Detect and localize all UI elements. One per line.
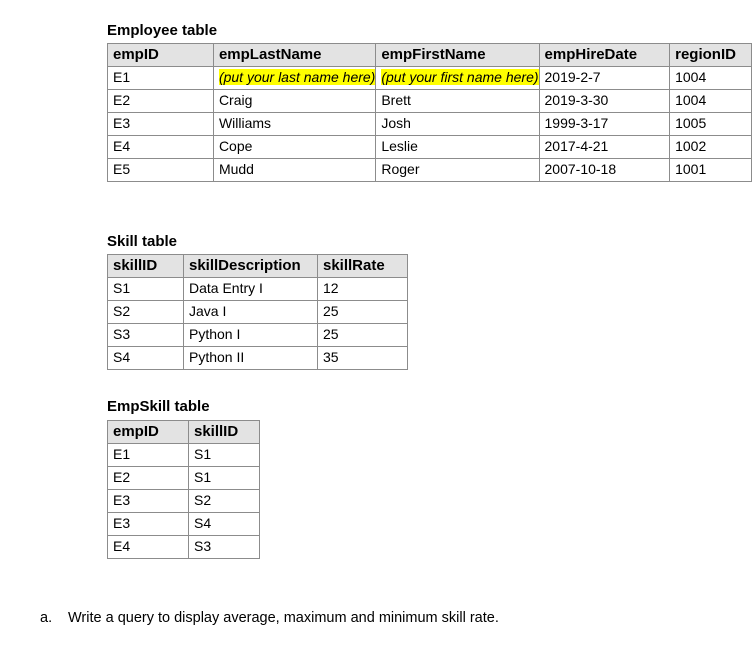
table-cell bbox=[376, 67, 539, 90]
question bbox=[40, 608, 499, 628]
question-label: a. bbox=[40, 610, 53, 626]
table-cell: 2019-3-30 bbox=[539, 90, 670, 113]
table-cell: Leslie bbox=[376, 136, 539, 159]
table-cell: 2007-10-18 bbox=[539, 159, 670, 182]
table-cell: Josh bbox=[376, 113, 539, 136]
table-cell: Craig bbox=[213, 90, 375, 113]
table-cell: E1 bbox=[108, 444, 189, 467]
column-header: skillID bbox=[108, 255, 184, 278]
table-cell: Python I bbox=[184, 324, 318, 347]
table-cell: Williams bbox=[213, 113, 375, 136]
table-cell: 1004 bbox=[670, 67, 752, 90]
empskill-table-title: EmpSkill table bbox=[107, 398, 210, 415]
table-row bbox=[108, 347, 408, 370]
table-cell: 2019-2-7 bbox=[539, 67, 670, 90]
table-cell: 1005 bbox=[670, 113, 752, 136]
employee-table-title: Employee table bbox=[107, 22, 218, 39]
table-cell: 25 bbox=[318, 301, 408, 324]
table-row bbox=[108, 90, 752, 113]
question-text: Write a query to display average, maximum and minimum skill rate. bbox=[68, 610, 499, 626]
table-cell: E1 bbox=[108, 67, 214, 90]
column-header: empFirstName bbox=[376, 44, 539, 67]
table-cell: E4 bbox=[108, 536, 189, 559]
empskill-table bbox=[107, 420, 260, 559]
table-row bbox=[108, 301, 408, 324]
table-row bbox=[108, 67, 752, 90]
table-header-row bbox=[108, 421, 260, 444]
table-cell: E2 bbox=[108, 467, 189, 490]
table-cell: E2 bbox=[108, 90, 214, 113]
table-cell: S3 bbox=[189, 536, 260, 559]
column-header: skillDescription bbox=[184, 255, 318, 278]
employee-table bbox=[107, 43, 752, 182]
table-cell: Data Entry I bbox=[184, 278, 318, 301]
table-row bbox=[108, 467, 260, 490]
table-cell: S1 bbox=[189, 467, 260, 490]
table-cell: 35 bbox=[318, 347, 408, 370]
table-cell: Roger bbox=[376, 159, 539, 182]
table-row bbox=[108, 513, 260, 536]
table-cell: S1 bbox=[189, 444, 260, 467]
column-header: empHireDate bbox=[539, 44, 670, 67]
table-cell: E4 bbox=[108, 136, 214, 159]
table-cell: S4 bbox=[189, 513, 260, 536]
table-cell: S3 bbox=[108, 324, 184, 347]
column-header: empID bbox=[108, 421, 189, 444]
column-header: skillRate bbox=[318, 255, 408, 278]
table-cell: Mudd bbox=[213, 159, 375, 182]
table-row bbox=[108, 444, 260, 467]
column-header: regionID bbox=[670, 44, 752, 67]
table-cell: S1 bbox=[108, 278, 184, 301]
table-row bbox=[108, 278, 408, 301]
table-row bbox=[108, 324, 408, 347]
table-header-row bbox=[108, 44, 752, 67]
table-cell: 25 bbox=[318, 324, 408, 347]
table-cell: Java I bbox=[184, 301, 318, 324]
highlighted-placeholder: (put your first name here) bbox=[381, 69, 539, 85]
table-row bbox=[108, 536, 260, 559]
table-cell: 1002 bbox=[670, 136, 752, 159]
table-cell: S4 bbox=[108, 347, 184, 370]
column-header: empLastName bbox=[213, 44, 375, 67]
column-header: skillID bbox=[189, 421, 260, 444]
highlighted-placeholder: (put your last name here) bbox=[218, 69, 376, 85]
table-cell: E3 bbox=[108, 513, 189, 536]
table-cell: Python II bbox=[184, 347, 318, 370]
table-cell: Brett bbox=[376, 90, 539, 113]
table-cell: S2 bbox=[108, 301, 184, 324]
table-cell bbox=[213, 67, 375, 90]
table-cell: E5 bbox=[108, 159, 214, 182]
column-header: empID bbox=[108, 44, 214, 67]
table-cell: S2 bbox=[189, 490, 260, 513]
table-cell: Cope bbox=[213, 136, 375, 159]
skill-table bbox=[107, 254, 408, 370]
table-cell: E3 bbox=[108, 490, 189, 513]
table-row bbox=[108, 490, 260, 513]
table-cell: 2017-4-21 bbox=[539, 136, 670, 159]
table-header-row bbox=[108, 255, 408, 278]
skill-table-title: Skill table bbox=[107, 233, 178, 250]
table-cell: 1999-3-17 bbox=[539, 113, 670, 136]
table-row bbox=[108, 136, 752, 159]
table-cell: E3 bbox=[108, 113, 214, 136]
table-row bbox=[108, 113, 752, 136]
table-cell: 1004 bbox=[670, 90, 752, 113]
table-cell: 12 bbox=[318, 278, 408, 301]
table-row bbox=[108, 159, 752, 182]
table-cell: 1001 bbox=[670, 159, 752, 182]
